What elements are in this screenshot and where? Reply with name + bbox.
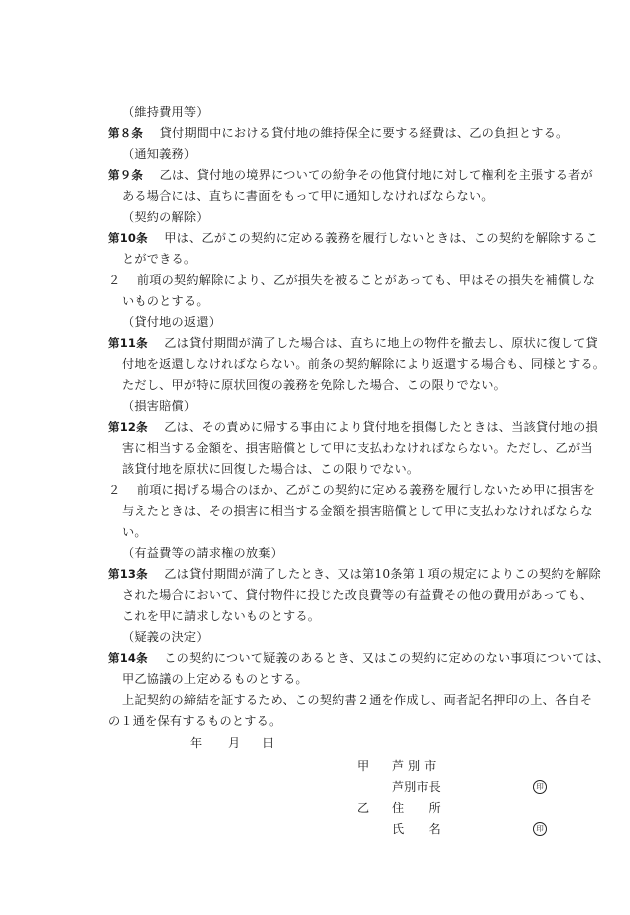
party-b-address: 住 所 <box>392 801 441 815</box>
article-14-heading: （疑義の決定） <box>122 630 209 644</box>
party-a-mayor: 芦別市長 <box>392 780 441 794</box>
article-9-line-2: ある場合には、直ちに書面をもって甲に通知しなければならない。 <box>122 189 494 203</box>
article-14-number: 第14条 <box>108 651 148 665</box>
article-10-line-2: とができる。 <box>122 252 197 266</box>
date-year: 年 <box>190 736 203 750</box>
article-10-line-1: 甲は、乙がこの契約に定める義務を履行しないときは、この契約を解除するこ <box>164 231 598 245</box>
closing-line-2: の１通を保有するものとする。 <box>108 714 282 728</box>
article-11-heading: （貸付地の返還） <box>122 315 222 329</box>
article-12-line-2: 害に相当する金額を、損害賠償として甲に支払わなければならない。ただし、乙が当 <box>122 441 593 455</box>
article-12 <box>108 419 598 435</box>
article-11-line-2: 付地を返還しなければならない。前条の契約解除により返還する場合も、同様とする。 <box>122 357 606 371</box>
party-b-name: 氏 名 <box>392 822 441 836</box>
article-13 <box>108 566 601 582</box>
article-9-number: 第９条 <box>108 168 144 182</box>
article-14-line-2: 甲乙協議の上定めるものとする。 <box>122 672 308 686</box>
article-10-para-2-number: ２ <box>108 273 121 287</box>
article-10 <box>108 230 598 246</box>
article-12-number: 第12条 <box>108 420 148 434</box>
article-12-para-2-line-2: 与えたときは、その損害に相当する金額を損害賠償として甲に支払わなければならな <box>122 504 593 518</box>
party-b-seal-icon: 印 <box>533 822 547 836</box>
article-10-number: 第10条 <box>108 231 148 245</box>
article-10-heading: （契約の解除） <box>122 210 209 224</box>
article-12-para-2-line-1: 前項に掲げる場合のほか、乙がこの契約に定める義務を履行しないため甲に損害を <box>136 483 596 497</box>
date-month: 月 <box>228 736 241 750</box>
article-9-heading: （通知義務） <box>122 147 197 161</box>
article-14-line-1: この契約について疑義のあるとき、又はこの契約に定めのない事項については、 <box>164 651 610 665</box>
article-12-para-2-line-3: い。 <box>122 525 147 539</box>
article-11-line-3: ただし、甲が特に原状回復の義務を免除した場合、この限りでない。 <box>122 378 507 392</box>
article-9-line-1: 乙は、貸付地の境界についての紛争その他貸付地に対して権利を主張する者が <box>159 168 593 182</box>
article-13-line-2: された場合において、貸付物件に投じた改良費等の有益費その他の費用があっても、 <box>122 588 593 602</box>
article-11-line-1: 乙は貸付期間が満了した場合は、直ちに地上の物件を撤去し、原状に復して貸 <box>164 336 598 350</box>
article-9 <box>108 167 593 183</box>
article-13-heading: （有益費等の請求権の放棄） <box>122 546 284 560</box>
party-b-label: 乙 <box>357 801 370 815</box>
article-8-heading: （維持費用等） <box>122 105 209 119</box>
article-8 <box>108 125 568 141</box>
article-8-number: 第８条 <box>108 126 144 140</box>
article-8-line-1: 貸付期間中における貸付地の維持保全に要する経費は、乙の負担とする。 <box>159 126 569 140</box>
party-a-seal-icon: 印 <box>533 780 547 794</box>
article-12-para-2 <box>108 482 595 498</box>
article-13-line-1: 乙は貸付期間が満了したとき、又は第10条第１項の規定によりこの契約を解除 <box>164 567 601 581</box>
article-10-para-2-line-1: 前項の契約解除により、乙が損失を被ることがあっても、甲はその損失を補償しな <box>136 273 596 287</box>
closing-line-1: 上記契約の締結を証するため、この契約書２通を作成し、両者記名押印の上、各自そ <box>122 693 593 707</box>
article-10-para-2 <box>108 272 595 288</box>
article-11 <box>108 335 598 351</box>
article-12-line-1: 乙は、その責めに帰する事由により貸付地を損傷したときは、当該貸付地の損 <box>164 420 598 434</box>
article-11-number: 第11条 <box>108 336 148 350</box>
article-12-line-3: 該貸付地を原状に回復した場合は、この限りでない。 <box>122 462 420 476</box>
article-13-line-3: これを甲に請求しないものとする。 <box>122 609 321 623</box>
party-a-label: 甲 <box>357 759 370 773</box>
article-10-para-2-line-2: いものとする。 <box>122 294 209 308</box>
party-a-city: 芦 別 市 <box>392 759 437 773</box>
article-12-heading: （損害賠償） <box>122 399 197 413</box>
article-13-number: 第13条 <box>108 567 148 581</box>
article-12-para-2-number: ２ <box>108 483 121 497</box>
date-day: 日 <box>262 736 275 750</box>
article-14 <box>108 650 609 666</box>
